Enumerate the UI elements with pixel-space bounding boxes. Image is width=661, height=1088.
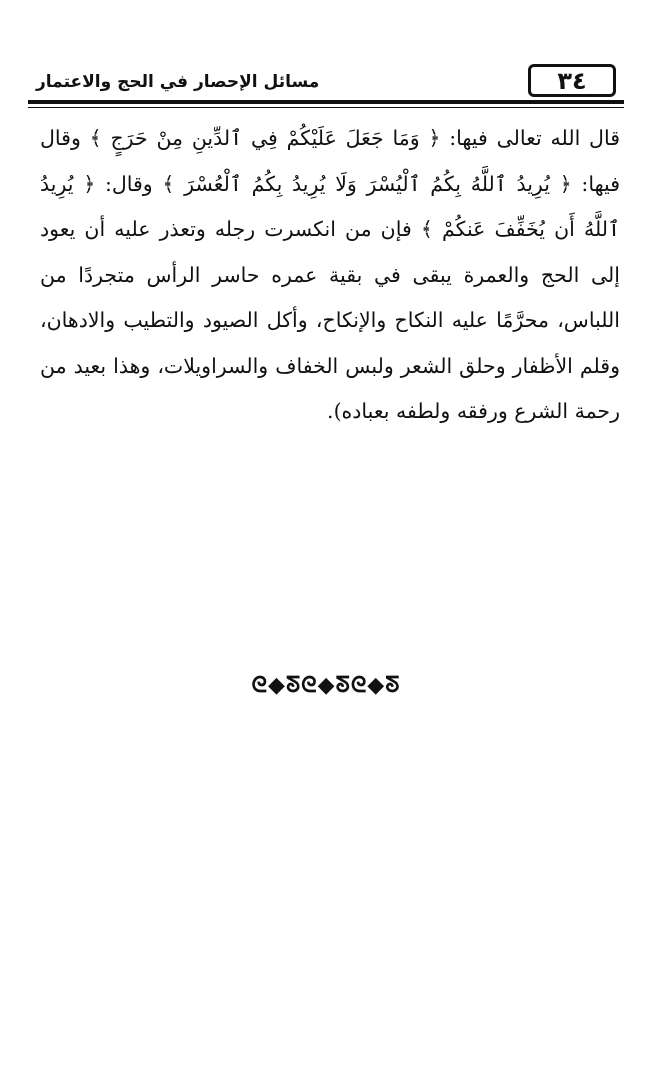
paragraph: [40, 116, 620, 435]
quran-verse-3: ﴿ يُرِيدُ ٱللَّهُ أَن يُخَفِّفَ عَنكُمْ ﴾: [40, 171, 621, 241]
page-number: [528, 64, 616, 97]
section-end-ornament: [186, 668, 466, 702]
ornament-glyphs: ᘓ◆ᘕᘓ◆ᘕᘓ◆ᘕ: [251, 672, 401, 698]
text-segment-2: وقال فيها:: [40, 126, 620, 196]
header-rule-thin: [28, 107, 624, 108]
body-paragraph: [40, 116, 620, 435]
running-title: مسائل الإحصار في الحج والاعتمار: [36, 72, 320, 92]
quran-verse-2: ﴿ يُرِيدُ ٱللَّهُ بِكُمُ ٱلْيُسْرَ وَلَا يُرِيدُ بِكُمُ ٱلْعُسْرَ ﴾: [162, 171, 572, 196]
text-segment-1: قال الله تعالى فيها:: [440, 126, 620, 150]
quran-verse-1: ﴿ وَمَا جَعَلَ عَلَيْكُمْ فِي ٱلدِّينِ مِنْ حَرَجٍ ﴾: [89, 126, 441, 150]
page-number-text: ٣٤: [557, 66, 587, 95]
text-segment-3: وقال:: [95, 171, 163, 196]
text-segment-4: فإن من انكسرت رجله وتعذر عليه أن يعود إلى الحج والعمرة يبقى في بقية عمره حاسر الرأس متجردًا من اللباس، محرَّمًا عليه النكاح والإنكاح، وأكل الصيود والتطيب والادهان، وقلم الأظفار وحلق الشعر ولبس الخفاف والسراويلات، وهذا بعيد من رحمة الشرع ورفقه ولطفه بعباده).: [40, 217, 620, 423]
header-rule-thick: [28, 100, 624, 104]
